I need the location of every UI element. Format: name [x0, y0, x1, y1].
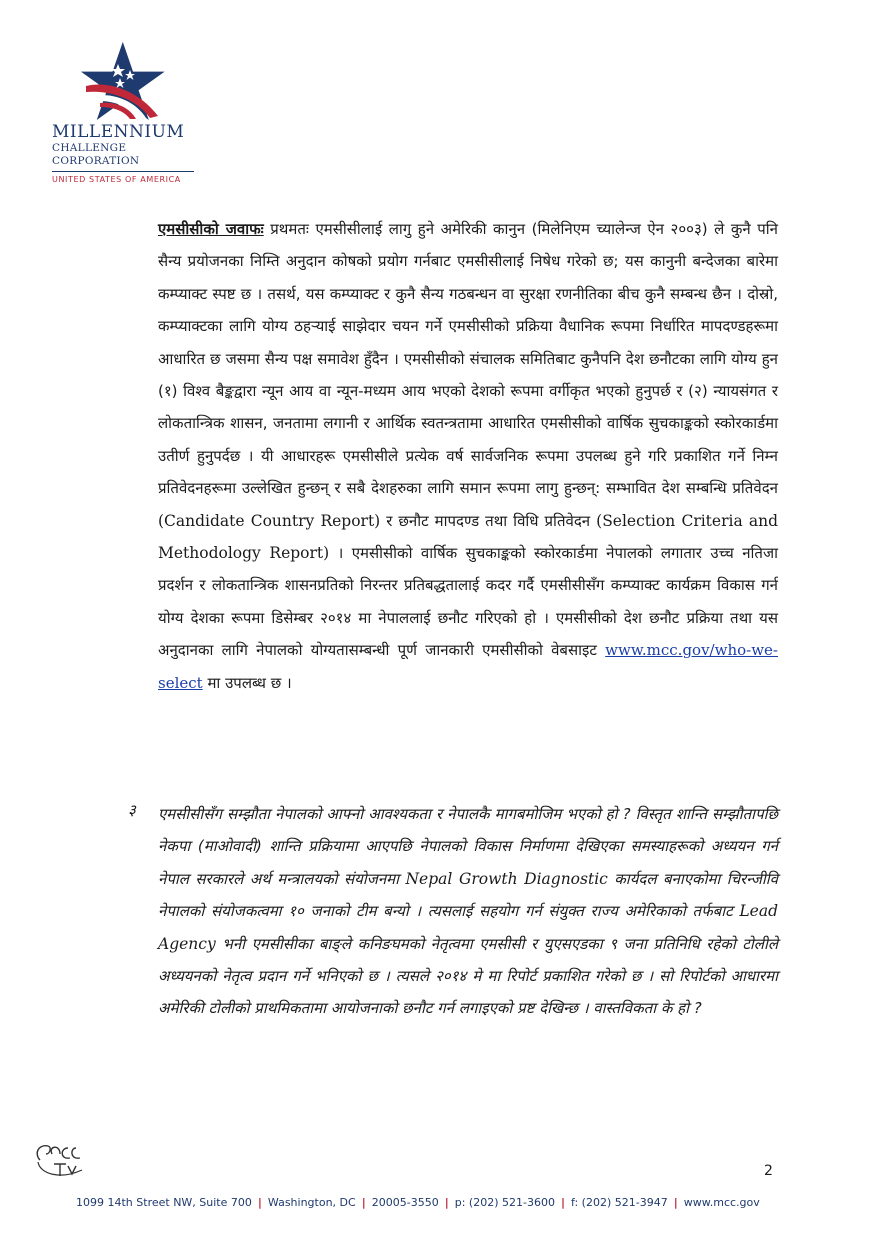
answer-heading: एमसीसीको जवाफः [158, 220, 264, 238]
question-english-1: Nepal Growth Diagnostic [405, 869, 608, 888]
footer-separator: | [257, 1196, 262, 1209]
star-emblem-icon [80, 40, 172, 120]
answer-text-2: र छनौट मापदण्ड तथा विधि प्रतिवेदन [380, 511, 597, 530]
footer-phone: p: (202) 521-3600 [454, 1196, 555, 1209]
logo-subtitle: CHALLENGE CORPORATION [52, 142, 140, 167]
footer-separator: | [361, 1196, 366, 1209]
logo-name: MILLENNIUM [52, 122, 185, 142]
logo-country: UNITED STATES OF AMERICA [52, 175, 181, 184]
footer-separator: | [560, 1196, 565, 1209]
footer-fax: f: (202) 521-3947 [571, 1196, 668, 1209]
question-english-2: Lead Agency [158, 902, 778, 953]
footer-separator: | [444, 1196, 449, 1209]
answer-text-1: प्रथमतः एमसीसीलाई लागु हुने अमेरिकी कानुन (मिलेनिएम च्यालेन्ज ऐन २००३) ले कुनै पनि सैन्य प्रयोजनका निम्ति अनुदान कोषको प्रयोग गर्नबाट एमसीसीलाई निषेध गरेको छ; यस कानुनी बन्देजका बारेमा कम्प्याक्ट स्पष्ट छ । तसर्थ, यस कम्प्याक्ट र कुनै सैन्य गठबन्धन वा सुरक्षा रणनीतिका बीच कुनै सम्बन्ध छैन । दोस्रो, कम्प्याक्टका लागि योग्य ठहर्‍याई साझेदार चयन गर्ने एमसीसीको प्रक्रिया वैधानिक रूपमा निर्धारित मापदण्डहरूमा आधारित छ जसमा सैन्य पक्ष समावेश हुँदैन । एमसीसीको संचालक समितिबाट कुनैपनि देश छनौटका लागि योग्य हुन (१) विश्व बैङ्कद्वारा न्यून आय वा न्यून-मध्यम आय भएको देशको रूपमा वर्गीकृत भएको हुनुपर्छ र (२) न्यायसंगत र लोकतान्त्रिक शासन, जनतामा लगानी र आर्थिक स्वतन्त्रतामा आधारित एमसीसीको वार्षिक सुचकाङ्कको स्कोरकार्डमा उतीर्ण हुनुपर्दछ । यी आधारहरू एमसीसीले प्रत्येक वर्ष सार्वजनिक रूपमा उपलब्ध हुने गरि प्रकाशित गर्ने निम्न प्रतिवेदनहरूमा उल्लेखित हुन्छन् र सबै देशहरुका लागि समान रूपमा लागु हुन्छन्: सम्भावित देश सम्बन्धि प्रतिवेदन [158, 220, 778, 498]
footer-website[interactable]: www.mcc.gov [683, 1196, 760, 1209]
footer-city: Washington, DC [267, 1196, 356, 1209]
handwritten-initials [30, 1140, 90, 1186]
page-number: 2 [764, 1163, 773, 1179]
footer-contact [76, 1196, 816, 1209]
logo-divider [52, 171, 194, 172]
answer-english-2: (Selection Criteria and Methodology Report) [158, 511, 778, 563]
question-text-1: एमसीसीसँग सम्झौता नेपालको आफ्नो आवश्यकता र नेपालकै मागबमोजिम भएको हो ? विस्तृत शान्ति सम्झौतापछि नेकपा (माओवादी) शान्ति प्रक्रियामा आएपछि नेपालको विकास निर्माणमा देखिएका समस्याहरूको अध्ययन गर्न नेपाल सरकारले अर्थ मन्त्रालयको संयोजनमा [158, 805, 778, 888]
question-text-3: भनी एमसीसीका बाङ्ले कनिङघमको नेतृत्वमा एमसीसी र युएसएडका ९ जना प्रतिनिधि रहेको टोलीले अध्ययनको नेतृत्व प्रदान गर्ने भनिएको छ । त्यसले २०१४ मे मा रिपोर्ट प्रकाशित गरेको छ । सो रिपोर्टको आधारमा अमेरिकी टोलीको प्राथमिकतामा आयोजनाको छनौट गर्न लगाइएको प्रष्ट देखिन्छ । वास्तविकता के हो ? [158, 934, 778, 1018]
footer-separator: | [673, 1196, 678, 1209]
footer-address: 1099 14th Street NW, Suite 700 [76, 1196, 252, 1209]
mcc-logo [52, 40, 202, 184]
answer-paragraph [158, 213, 778, 699]
footer-zip: 20005-3550 [371, 1196, 439, 1209]
question-paragraph [158, 798, 778, 1025]
mcc-website-link[interactable]: www.mcc.gov/who-we-select [158, 641, 778, 692]
answer-text-3: । एमसीसीको वार्षिक सुचकाङ्कको स्कोरकार्डमा नेपालको लगातार उच्च नतिजा प्रदर्शन र लोकतान्त्रिक शासनप्रतिको निरन्तर प्रतिबद्धतालाई कदर गर्दै एमसीसीसँग कम्प्याक्ट कार्यक्रम विकास गर्न योग्य देशका रूपमा डिसेम्बर २०१४ मा नेपाललाई छनौट गरिएको हो । एमसीसीको देश छनौट प्रक्रिया तथा यस अनुदानका लागि नेपालको योग्यतासम्बन्धी पूर्ण जानकारी एमसीसीको वेबसाइट [158, 544, 778, 660]
question-number: ३ [128, 801, 136, 819]
answer-english-1: (Candidate Country Report) [158, 511, 381, 530]
answer-text-4: मा उपलब्ध छ । [202, 673, 292, 692]
question-text-2: कार्यदल बनाएकोमा चिरन्जीवि नेपालको संयोजकत्वमा १० जनाको टीम बन्यो । त्यसलाई सहयोग गर्न संयुक्त राज्य अमेरिकाको तर्फबाट [158, 869, 779, 921]
